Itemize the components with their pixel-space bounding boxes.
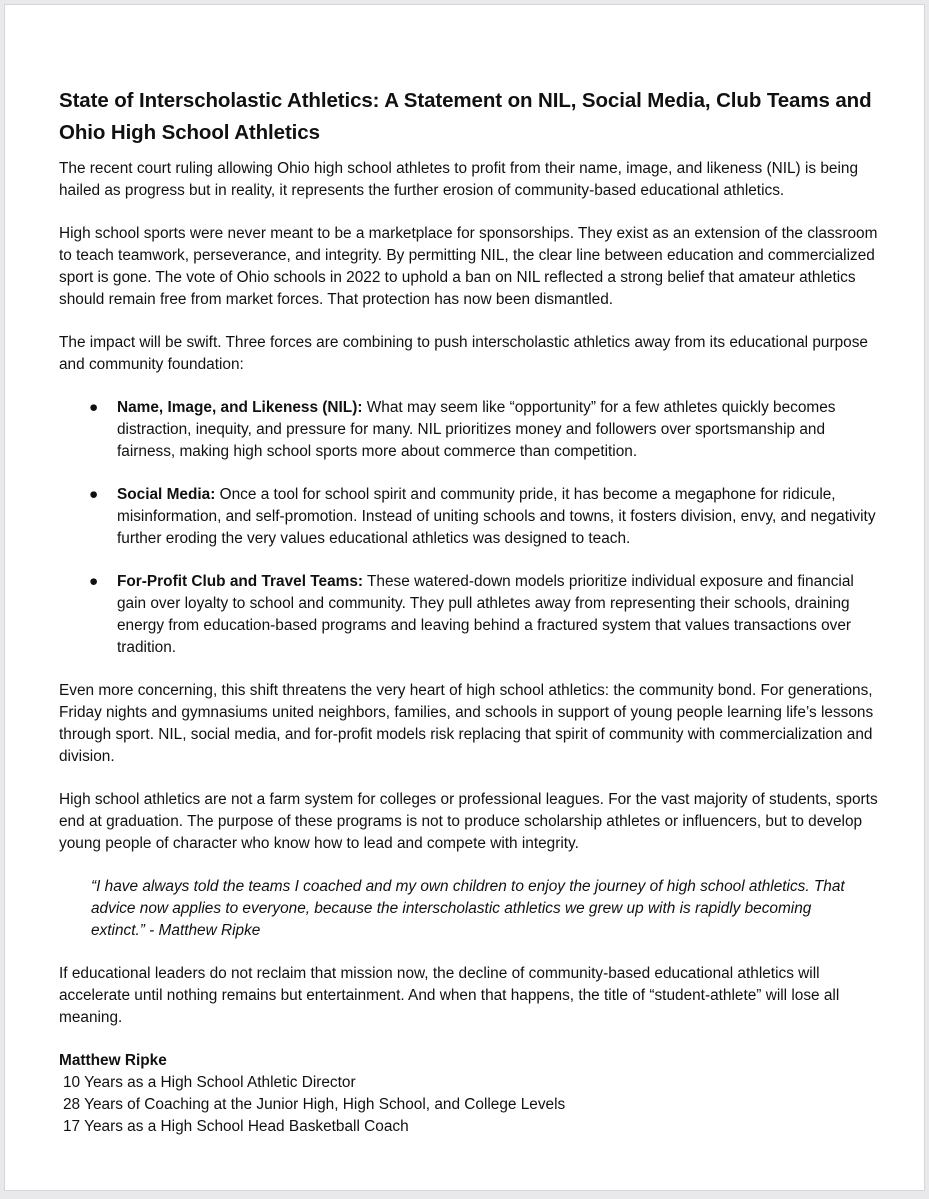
document-title: State of Interscholastic Athletics: A Statement on NIL, Social Media, Club Teams and Ohio High School Athletics: [59, 89, 872, 144]
list-item-text: What may seem like “opportunity” for a few athletes quickly becomes distraction, inequity, and pressure for many. NIL prioritizes money and followers over sportsmanship and fairness, making high school sports more about commerce than competition.: [117, 399, 836, 460]
bullet-icon: ●: [89, 399, 99, 416]
paragraph: Even more concerning, this shift threatens the very heart of high school athletics: the community bond. For generations, Friday nights and gymnasiums united neighbors, families, and schools in support of young people learning life’s lessons through sport. NIL, social media, and for-profit models risk replacing that spirit of community with commercialization and division.: [59, 682, 874, 765]
document-body: [59, 85, 881, 1138]
paragraph: High school athletics are not a farm system for colleges or professional leagues. For the vast majority of students, sports end at graduation. The purpose of these programs is not to produce scholarship athletes or influencers, but to develop young people of character who know how to lead and compete with integrity.: [59, 791, 878, 852]
credential: 17 Years as a High School Head Basketball Coach: [63, 1118, 409, 1135]
paragraph: The impact will be swift. Three forces are combining to push interscholastic athletics away from its educational purpose and community foundation:: [59, 334, 868, 373]
bullet-icon: ●: [89, 486, 99, 503]
list-item: [59, 484, 881, 550]
list-item: [59, 397, 881, 463]
paragraph: High school sports were never meant to be a marketplace for sponsorships. They exist as an extension of the classroom to teach teamwork, perseverance, and integrity. By permitting NIL, the clear line between education and commercialized sport is gone. The vote of Ohio schools in 2022 to uphold a ban on NIL reflected a strong belief that amateur athletics should remain free from market forces. That protection has now been dismantled.: [59, 225, 878, 308]
closing-paragraph: If educational leaders do not reclaim that mission now, the decline of community-based educational athletics will accelerate until nothing remains but entertainment. And when that happens, the title of “student-athlete” will lose all meaning.: [59, 965, 840, 1026]
quote: “I have always told the teams I coached and my own children to enjoy the journey of high school athletics. That advice now applies to everyone, because the interscholastic athletics we grew up with is rapidly becoming extinct.” - Matthew Ripke: [91, 878, 845, 939]
credential: 28 Years of Coaching at the Junior High, High School, and College Levels: [63, 1096, 566, 1113]
list-item: [59, 571, 881, 659]
list-item-label: For-Profit Club and Travel Teams:: [117, 573, 364, 590]
signature-name: Matthew Ripke: [59, 1052, 167, 1069]
document-page: [4, 4, 925, 1191]
list-item-label: Social Media:: [117, 486, 216, 503]
list-item-label: Name, Image, and Likeness (NIL):: [117, 399, 363, 416]
bullet-icon: ●: [89, 573, 99, 590]
credential: 10 Years as a High School Athletic Director: [63, 1074, 356, 1091]
paragraph: The recent court ruling allowing Ohio high school athletes to profit from their name, image, and likeness (NIL) is being hailed as progress but in reality, it represents the further erosion of community-based educational athletics.: [59, 160, 859, 199]
forces-list: [59, 397, 881, 659]
signature-block: [59, 1050, 881, 1138]
list-item-text: These watered-down models prioritize individual exposure and financial gain over loyalty to school and community. They pull athletes away from representing their schools, draining energy from education-based programs and leaving behind a fractured system that values transactions over tradition.: [117, 573, 854, 656]
list-item-text: Once a tool for school spirit and community pride, it has become a megaphone for ridicule, misinformation, and self-promotion. Instead of uniting schools and towns, it fosters division, envy, and negativity further eroding the very values educational athletics was designed to teach.: [117, 486, 876, 547]
